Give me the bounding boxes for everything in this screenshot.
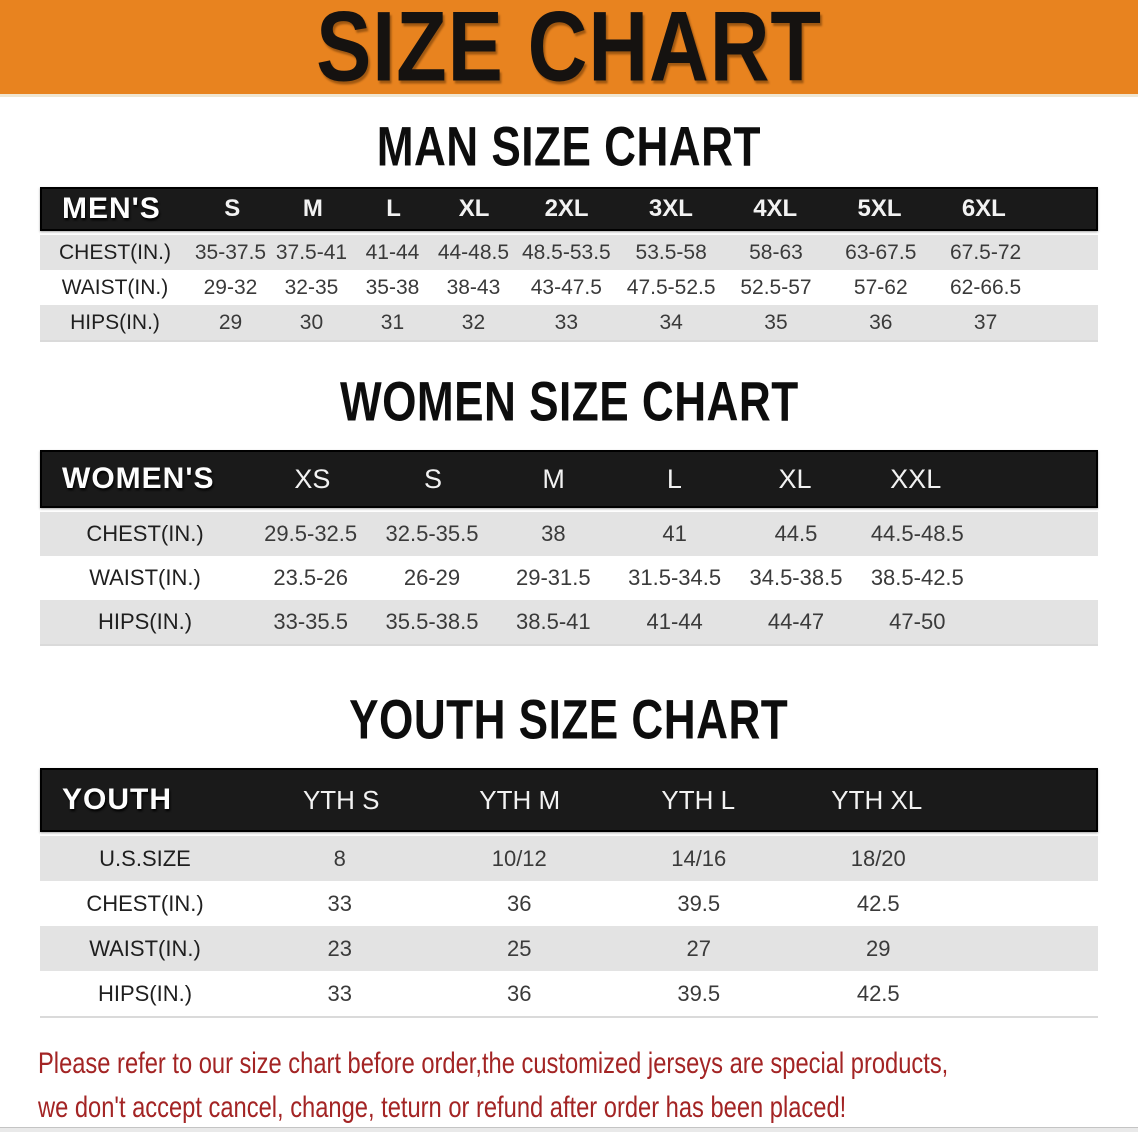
size-value: 44.5 (774, 521, 818, 546)
col-header: YTH L (661, 784, 736, 815)
banner (0, 0, 1138, 103)
size-value: 8 (333, 845, 346, 871)
row-label: WAIST(IN.) (89, 935, 201, 961)
size-value: 37 (973, 310, 998, 334)
women-size-table (40, 450, 1098, 646)
size-value: 38 (541, 521, 566, 546)
size-value: 36 (507, 980, 532, 1006)
women-row-waist (40, 556, 1098, 600)
size-value: 36 (869, 310, 893, 334)
col-header: 5XL (857, 195, 902, 222)
size-value: 33-35.5 (273, 609, 348, 634)
size-value: 27 (686, 935, 711, 961)
youth-size-table (40, 768, 1098, 1018)
size-value: 48.5-53.5 (521, 240, 611, 264)
size-value: 67.5-72 (949, 240, 1022, 264)
size-value: 36 (507, 890, 532, 916)
size-value: 33 (327, 980, 352, 1006)
note-line-2: we don't accept cancel, change, teturn or refund after order has been placed! (38, 1091, 847, 1124)
women-section-heading-text: WOMEN SIZE CHART (339, 371, 799, 433)
col-header: L (666, 463, 682, 494)
note-line-1-wrap (38, 1042, 1138, 1086)
size-value: 63-67.5 (845, 240, 917, 264)
men-header-label: MEN'S (62, 192, 161, 225)
size-value: 53.5-58 (635, 240, 707, 264)
col-header: XXL (890, 463, 942, 494)
row-label: WAIST(IN.) (89, 565, 201, 590)
col-header: 2XL (544, 195, 589, 222)
size-value: 62-66.5 (949, 275, 1022, 299)
men-section-heading-text: MAN SIZE CHART (376, 116, 762, 178)
size-value: 47-50 (889, 609, 946, 634)
youth-row-us-size (40, 836, 1098, 881)
bottom-edge (0, 1127, 1138, 1132)
size-value: 44-48.5 (437, 240, 510, 264)
note-line-1: Please refer to our size chart before order,the customized jerseys are special products, (38, 1047, 949, 1080)
men-row-waist (40, 270, 1098, 305)
men-row-hips (40, 305, 1098, 340)
men-size-table (40, 187, 1098, 342)
col-header: XS (294, 463, 331, 494)
row-label: HIPS(IN.) (97, 980, 193, 1006)
women-header-label: WOMEN'S (62, 462, 215, 495)
col-header: YTH S (302, 784, 380, 815)
size-value: 33 (327, 890, 352, 916)
col-header: YTH M (479, 784, 561, 815)
women-section-heading (0, 371, 1138, 433)
size-value: 34 (659, 310, 683, 334)
size-value: 23.5-26 (273, 565, 348, 590)
size-value: 43-47.5 (530, 275, 602, 299)
size-value: 37.5-41 (275, 240, 348, 264)
size-value: 32.5-35.5 (385, 521, 479, 546)
size-value: 41-44 (646, 609, 703, 634)
youth-row-hips (40, 971, 1098, 1016)
row-label: HIPS(IN.) (97, 609, 193, 634)
row-label: HIPS(IN.) (70, 310, 160, 334)
col-header: M (542, 463, 565, 494)
row-label: CHEST(IN.) (86, 890, 204, 916)
size-value: 38.5-41 (516, 609, 591, 634)
size-value: 47.5-52.5 (626, 275, 716, 299)
youth-row-chest (40, 881, 1098, 926)
size-value: 33 (554, 310, 579, 334)
size-value: 34.5-38.5 (749, 565, 843, 590)
size-value: 31 (380, 310, 405, 334)
size-value: 29-31.5 (516, 565, 591, 590)
size-value: 41-44 (365, 240, 420, 264)
footer-note (0, 1042, 1138, 1130)
size-value: 44-47 (767, 609, 825, 634)
size-value: 29 (866, 935, 891, 961)
size-value: 29.5-32.5 (264, 521, 358, 546)
col-header: 6XL (961, 195, 1006, 222)
col-header: XL (458, 195, 490, 222)
youth-header-label: YOUTH (62, 783, 172, 816)
row-label: WAIST(IN.) (61, 275, 169, 299)
size-value: 38-43 (446, 275, 501, 299)
col-header: 4XL (753, 195, 798, 222)
size-value: 38.5-42.5 (870, 565, 964, 590)
size-value: 31.5-34.5 (628, 565, 722, 590)
size-value: 42.5 (856, 890, 900, 916)
col-header: S (424, 463, 443, 494)
size-value: 26-29 (403, 565, 461, 590)
size-value: 41 (662, 521, 687, 546)
size-value: 29 (218, 310, 243, 334)
women-row-hips (40, 600, 1098, 644)
youth-row-waist (40, 926, 1098, 971)
women-header-row (40, 450, 1098, 508)
note-line-2-wrap (38, 1086, 1138, 1130)
size-value: 14/16 (671, 845, 727, 871)
row-label: CHEST(IN.) (59, 240, 171, 264)
col-header: L (386, 195, 401, 222)
size-value: 58-63 (749, 240, 803, 264)
size-value: 35-37.5 (194, 240, 267, 264)
col-header: XL (778, 463, 812, 494)
col-header: S (224, 195, 241, 222)
size-value: 39.5 (677, 890, 721, 916)
size-value: 52.5-57 (740, 275, 812, 299)
size-value: 35 (764, 310, 788, 334)
banner-title: SIZE CHART (316, 0, 822, 103)
men-row-chest (40, 235, 1098, 270)
size-value: 32 (461, 310, 486, 334)
row-label: U.S.SIZE (99, 845, 191, 871)
col-header: YTH XL (831, 784, 923, 815)
size-value: 35.5-38.5 (385, 609, 479, 634)
youth-section-heading-text: YOUTH SIZE CHART (349, 689, 789, 751)
size-value: 29-32 (203, 275, 258, 299)
size-value: 23 (327, 935, 352, 961)
size-value: 39.5 (677, 980, 721, 1006)
men-section-heading (0, 116, 1138, 178)
women-row-chest (40, 512, 1098, 556)
size-value: 18/20 (850, 845, 906, 871)
youth-section-heading (0, 689, 1138, 751)
size-value: 44.5-48.5 (870, 521, 964, 546)
size-value: 32-35 (284, 275, 339, 299)
col-header: M (302, 195, 323, 222)
size-value: 35-38 (365, 275, 420, 299)
size-value: 42.5 (856, 980, 900, 1006)
men-header-row (40, 187, 1098, 231)
row-label: CHEST(IN.) (86, 521, 204, 546)
size-value: 30 (299, 310, 324, 334)
youth-header-row (40, 768, 1098, 832)
size-value: 57-62 (853, 275, 908, 299)
col-header: 3XL (648, 195, 693, 222)
size-value: 25 (507, 935, 532, 961)
size-value: 10/12 (491, 845, 547, 871)
